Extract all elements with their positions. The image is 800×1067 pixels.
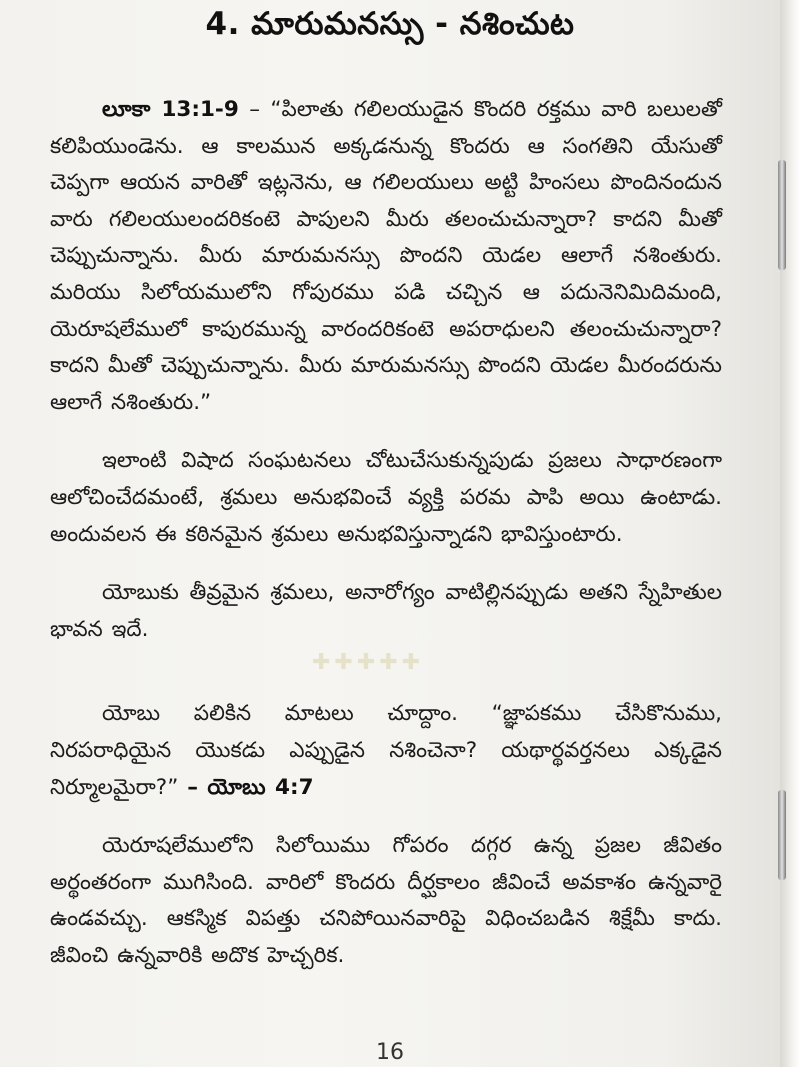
paragraph-text: యోబు పలికిన మాటలు చూద్దాం. “జ్ఞాపకము చేసికొనుము, నిరపరాధియైన యొకడు ఎప్పుడైన నశించెనా? యథార్థవర్తనలు ఎక్కడైన నిర్మూలమైరా?”	[50, 701, 722, 800]
binding-staple-top	[778, 160, 786, 270]
scripture-reference: – యోబు 4:7	[187, 774, 314, 800]
paragraph-text: – “పిలాతు గలిలయుడైన కొందరి రక్తము వారి బలులతో కలిపియుండెను. ఆ కాలమున అక్కడనున్న కొందరు ఆ సంగతిని యేసుతో చెప్పగా ఆయన వారితో ఇట్లనెను, ఆ గలిలయులు అట్టి హింసలు పొందినందున వారు గలిలయులందరికంటె పాపులని మీరు తలంచుచున్నారా? కాదని మీతో చెప్పుచున్నాను. మీరు మారుమనస్సు పొందని యెడల ఆలాగే నశింతురు. మరియు సిలోయములోని గోపురము పడి చచ్చిన ఆ పదునెనిమిదిమంది, యెరూషలేములో కాపురమున్న వారందరికంటె అపరాధులని తలంచుచున్నారా? కాదని మీతో చెప్పుచున్నాను. మీరు మారుమనస్సు పొందని యెడల మీరందరును ఆలాగే నశింతురు.”	[50, 97, 723, 415]
binding-staple-bottom	[778, 790, 786, 880]
chapter-title: 4. మారుమనస్సు - నశించుట	[205, 6, 575, 42]
page-number: 16	[376, 1040, 404, 1065]
paragraph-text: యెరూషలేములోని సిలోయిము గోపరం దగ్గర ఉన్న ప్రజల జీవితం అర్థంతరంగా ముగిసింది. వారిలో కొందరు దీర్ఘకాలం జీవించే అవకాశం ఉన్నవారై ఉండవచ్చు. ఆకస్మిక విపత్తు చనిపోయినవారిపై విధించబడిన శిక్షేమీ కాదు. జీవించి ఉన్నవారికి అదొక హెచ్చరిక.	[50, 833, 722, 968]
paragraph-5	[50, 828, 722, 974]
ornament-divider: ✚✚✚✚✚	[312, 650, 425, 676]
paragraph-2	[50, 443, 722, 553]
paragraph-4	[50, 696, 722, 806]
scripture-reference: లూకా 13:1-9	[102, 97, 239, 122]
paragraph-text: ఇలాంటి విషాద సంఘటనలు చోటుచేసుకున్నపుడు ప్రజలు సాధారణంగా ఆలోచించేదమంటే, శ్రమలు అనుభవించే వ్యక్తి పరమ పాపి అయి ఉంటాడు. అందువలన ఈ కఠినమైన శ్రమలు అనుభవిస్తున్నాడని భావిస్తుంటారు.	[50, 448, 722, 547]
paragraph-1	[50, 92, 722, 421]
paragraph-text: యోబుకు తీవ్రమైన శ్రమలు, అనారోగ్యం వాటిల్లినప్పుడు అతని స్నేహితుల భావన ఇదే.	[50, 580, 722, 642]
paragraph-3	[50, 575, 722, 648]
page-content	[50, 92, 722, 996]
